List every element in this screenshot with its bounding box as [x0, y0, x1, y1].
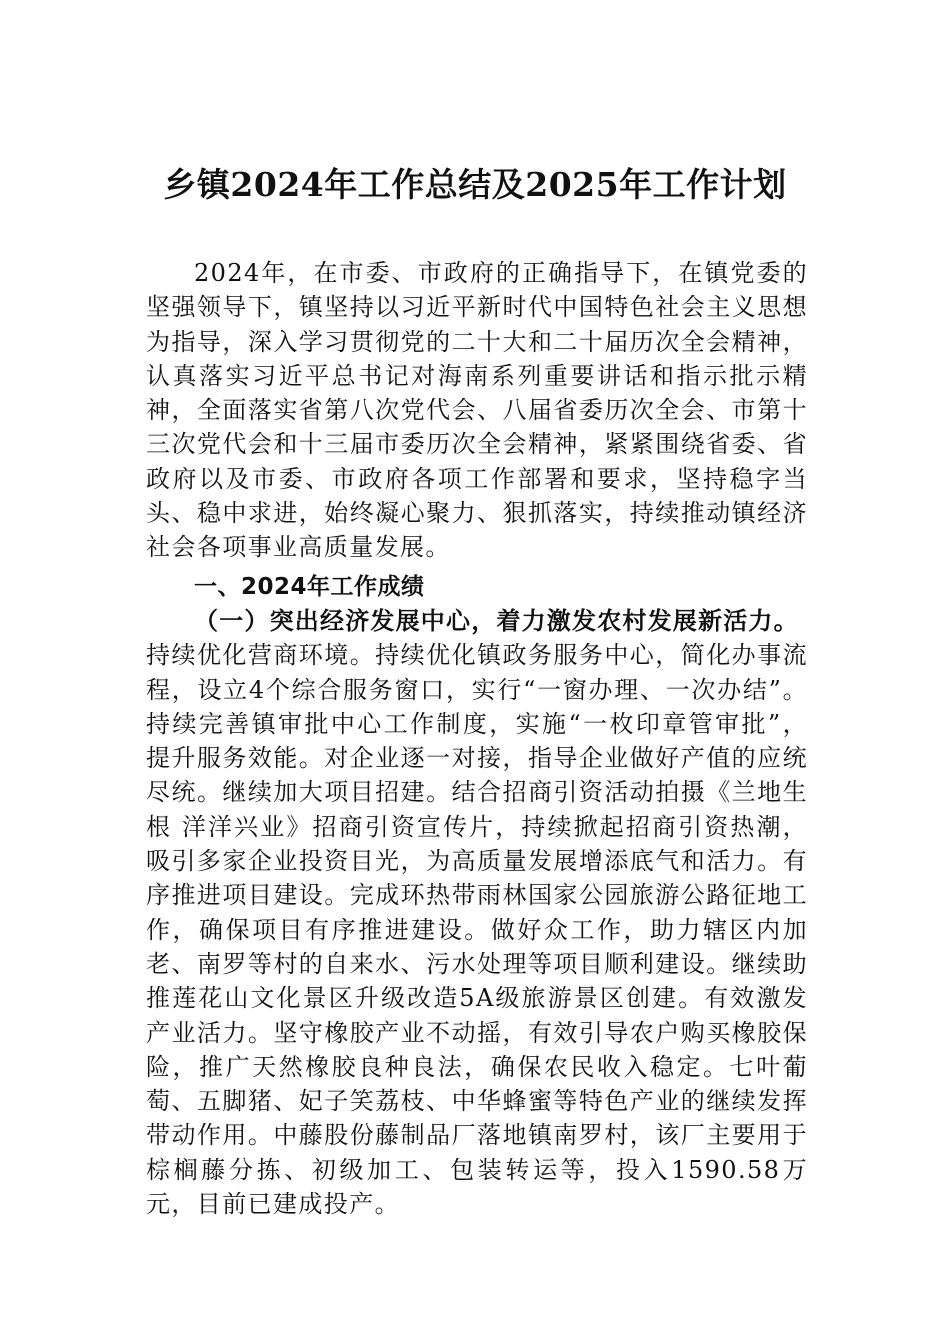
subsection-body: 持续优化营商环境。持续优化镇政务服务中心，简化办事流程，设立4个综合服务窗口，实行“一窗办理、一次办结”。持续完善镇审批中心工作制度，实施“一枚印章管审批”，提升服务效能。对企业逐一对接，指导企业做好产值的应统尽统。继续加大项目招建。结合招商引资活动拍摄《兰地生根 洋洋兴业》招商引资宣传片，持续掀起招商引资热潮，吸引多家企业投资目光，为高质量发展增添底气和活力。有序推进项目建设。完成环热带雨林国家公园旅游公路征地工作，确保项目有序推进建设。做好众工作，助力辖区内加老、南罗等村的自来水、污水处理等项目顺利建设。继续助推莲花山文化景区升级改造5A级旅游景区创建。有效激发产业活力。坚守橡胶产业不动摇，有效引导农户购买橡胶保险，推广天然橡胶良种良法，确保农民收入稳定。七叶葡萄、五脚猪、妃子笑荔枝、中华蜂蜜等特色产业的继续发挥带动作用。中藤股份藤制品厂落地镇南罗村，该厂主要用于棕榈藤分拣、初级加工、包装转运等，投入1590.58万元，目前已建成投产。	[146, 641, 808, 1219]
document-title: 乡镇2024年工作总结及2025年工作计划	[163, 165, 787, 204]
subsection-heading: （一）突出经济发展中心，着力激发农村发展新活力。	[194, 606, 799, 635]
section-heading: 一、2024年工作成绩	[194, 574, 425, 600]
section-paragraph	[146, 604, 808, 1234]
intro-paragraph: 2024年，在市委、市政府的正确指导下，在镇党委的坚强领导下，镇坚持以习近平新时代中国特色社会主义思想为指导，深入学习贯彻党的二十大和二十届历次全会精神，认真落实习近平总书记对海南系列重要讲话和指示批示精神，全面落实省第八次党代会、八届省委历次全会、市第十三次党代会和十三届市委历次全会精神，紧紧围绕省委、省政府以及市委、市政府各项工作部署和要求，坚持稳字当头、稳中求进，始终凝心聚力、狠抓落实，持续推动镇经济社会各项事业高质量发展。	[146, 259, 808, 562]
